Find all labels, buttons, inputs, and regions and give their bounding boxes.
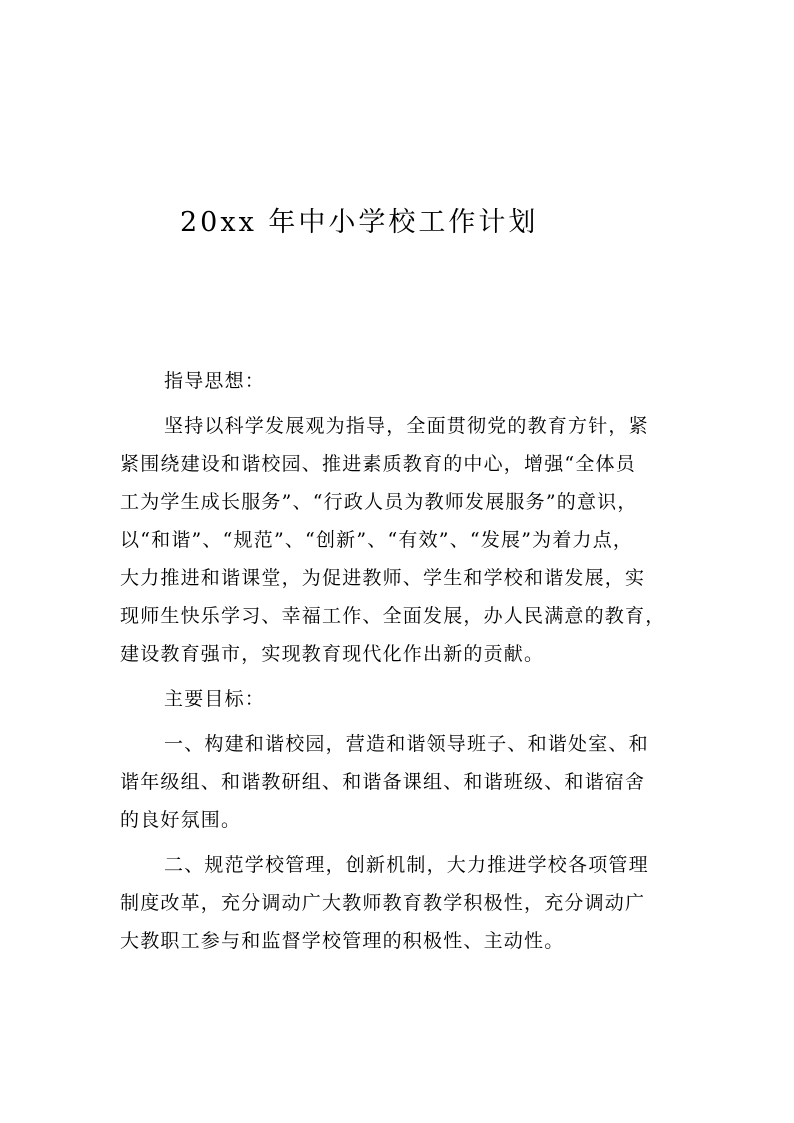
paragraph-goal-two bbox=[120, 846, 680, 960]
paragraph-line: 二、规范学校管理，创新机制，大力推进学校各项管理 bbox=[164, 854, 649, 876]
paragraph-line: 主要目标： bbox=[164, 688, 266, 710]
document-title: 20xx 年中小学校工作计划 bbox=[180, 207, 539, 238]
paragraph-guiding-heading bbox=[120, 362, 680, 400]
paragraph-line: 工为学生成长服务”、“行政人员为教师发展服务”的意识， bbox=[120, 491, 638, 513]
paragraph-line: 制度改革，充分调动广大教师教育教学积极性，充分调动广 bbox=[120, 892, 646, 914]
paragraph-guiding-text bbox=[120, 407, 680, 673]
document-body bbox=[120, 362, 680, 967]
paragraph-line: 大力推进和谐课堂，为促进教师、学生和学校和谐发展，实 bbox=[120, 567, 646, 589]
paragraph-goals-heading bbox=[120, 680, 680, 718]
paragraph-line: 紧围绕建设和谐校园、推进素质教育的中心，增强“全体员 bbox=[120, 453, 636, 475]
paragraph-line: 的良好氛围。 bbox=[120, 809, 242, 831]
paragraph-line: 指导思想： bbox=[164, 370, 266, 392]
paragraph-line: 坚持以科学发展观为指导，全面贯彻党的教育方针，紧 bbox=[164, 415, 649, 437]
paragraph-line: 现师生快乐学习、幸福工作、全面发展，办人民满意的教育， bbox=[120, 605, 666, 627]
paragraph-line: 谐年级组、和谐教研组、和谐备课组、和谐班级、和谐宿舍 bbox=[120, 771, 646, 793]
paragraph-goal-one bbox=[120, 725, 680, 839]
paragraph-line: 建设教育强市，实现教育现代化作出新的贡献。 bbox=[120, 643, 545, 665]
paragraph-line: 大教职工参与和监督学校管理的积极性、主动性。 bbox=[120, 930, 565, 952]
paragraph-line: 以“和谐”、“规范”、“创新”、“有效”、“发展”为着力点， bbox=[120, 529, 634, 551]
paragraph-line: 一、构建和谐校园，营造和谐领导班子、和谐处室、和 bbox=[164, 733, 649, 755]
